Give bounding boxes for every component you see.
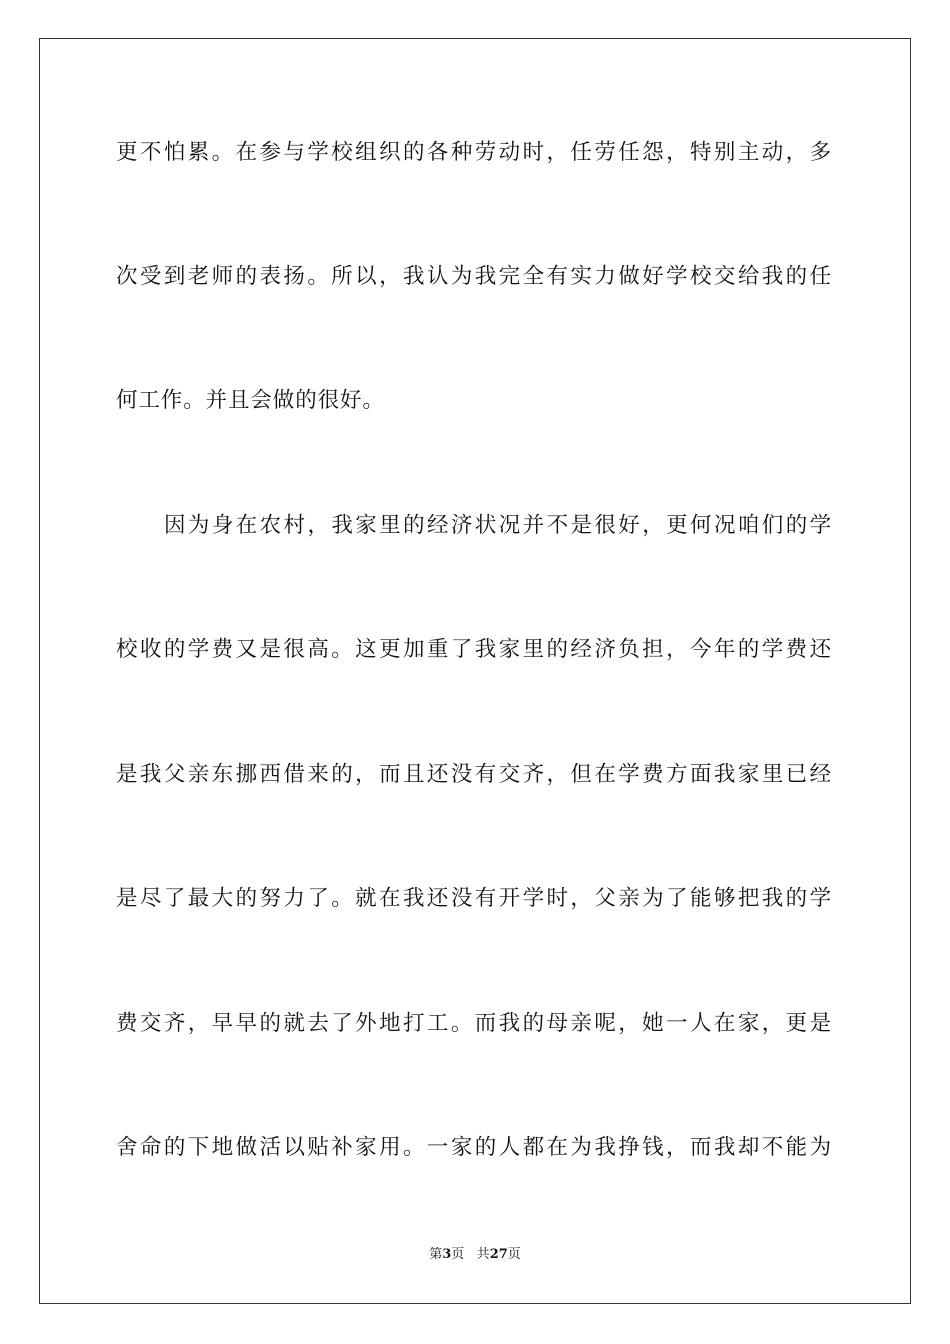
page-label: 第3页 [429,1247,465,1262]
text-line: 更不怕累。在参与学校组织的各种劳动时，任劳任怨，特别主动，多 [116,140,832,165]
text-line: 费交齐，早早的就去了外地打工。而我的母亲呢，她一人在家，更是 [116,1011,832,1036]
text-line: 是尽了最大的努力了。就在我还没有开学时，父亲为了能够把我的学 [116,886,832,911]
page-footer [0,1246,950,1264]
text-line: 舍命的下地做活以贴补家用。一家的人都在为我挣钱，而我却不能为 [116,1135,832,1160]
text-line: 校收的学费又是很高。这更加重了我家里的经济负担，今年的学费还 [116,637,832,662]
paragraph-first-line: 因为身在农村，我家里的经济状况并不是很好，更何况咱们的学 [164,513,832,538]
text-line: 次受到老师的表扬。所以，我认为我完全有实力做好学校交给我的任 [116,264,832,289]
current-page-number: 3 [442,1247,452,1262]
text-line: 是我父亲东挪西借来的，而且还没有交齐，但在学费方面我家里已经 [116,762,832,787]
total-pages-label: 共27页 [476,1247,521,1262]
total-page-number: 27 [489,1247,508,1262]
text-line: 何工作。并且会做的很好。 [116,388,385,413]
page-border [39,38,911,1304]
